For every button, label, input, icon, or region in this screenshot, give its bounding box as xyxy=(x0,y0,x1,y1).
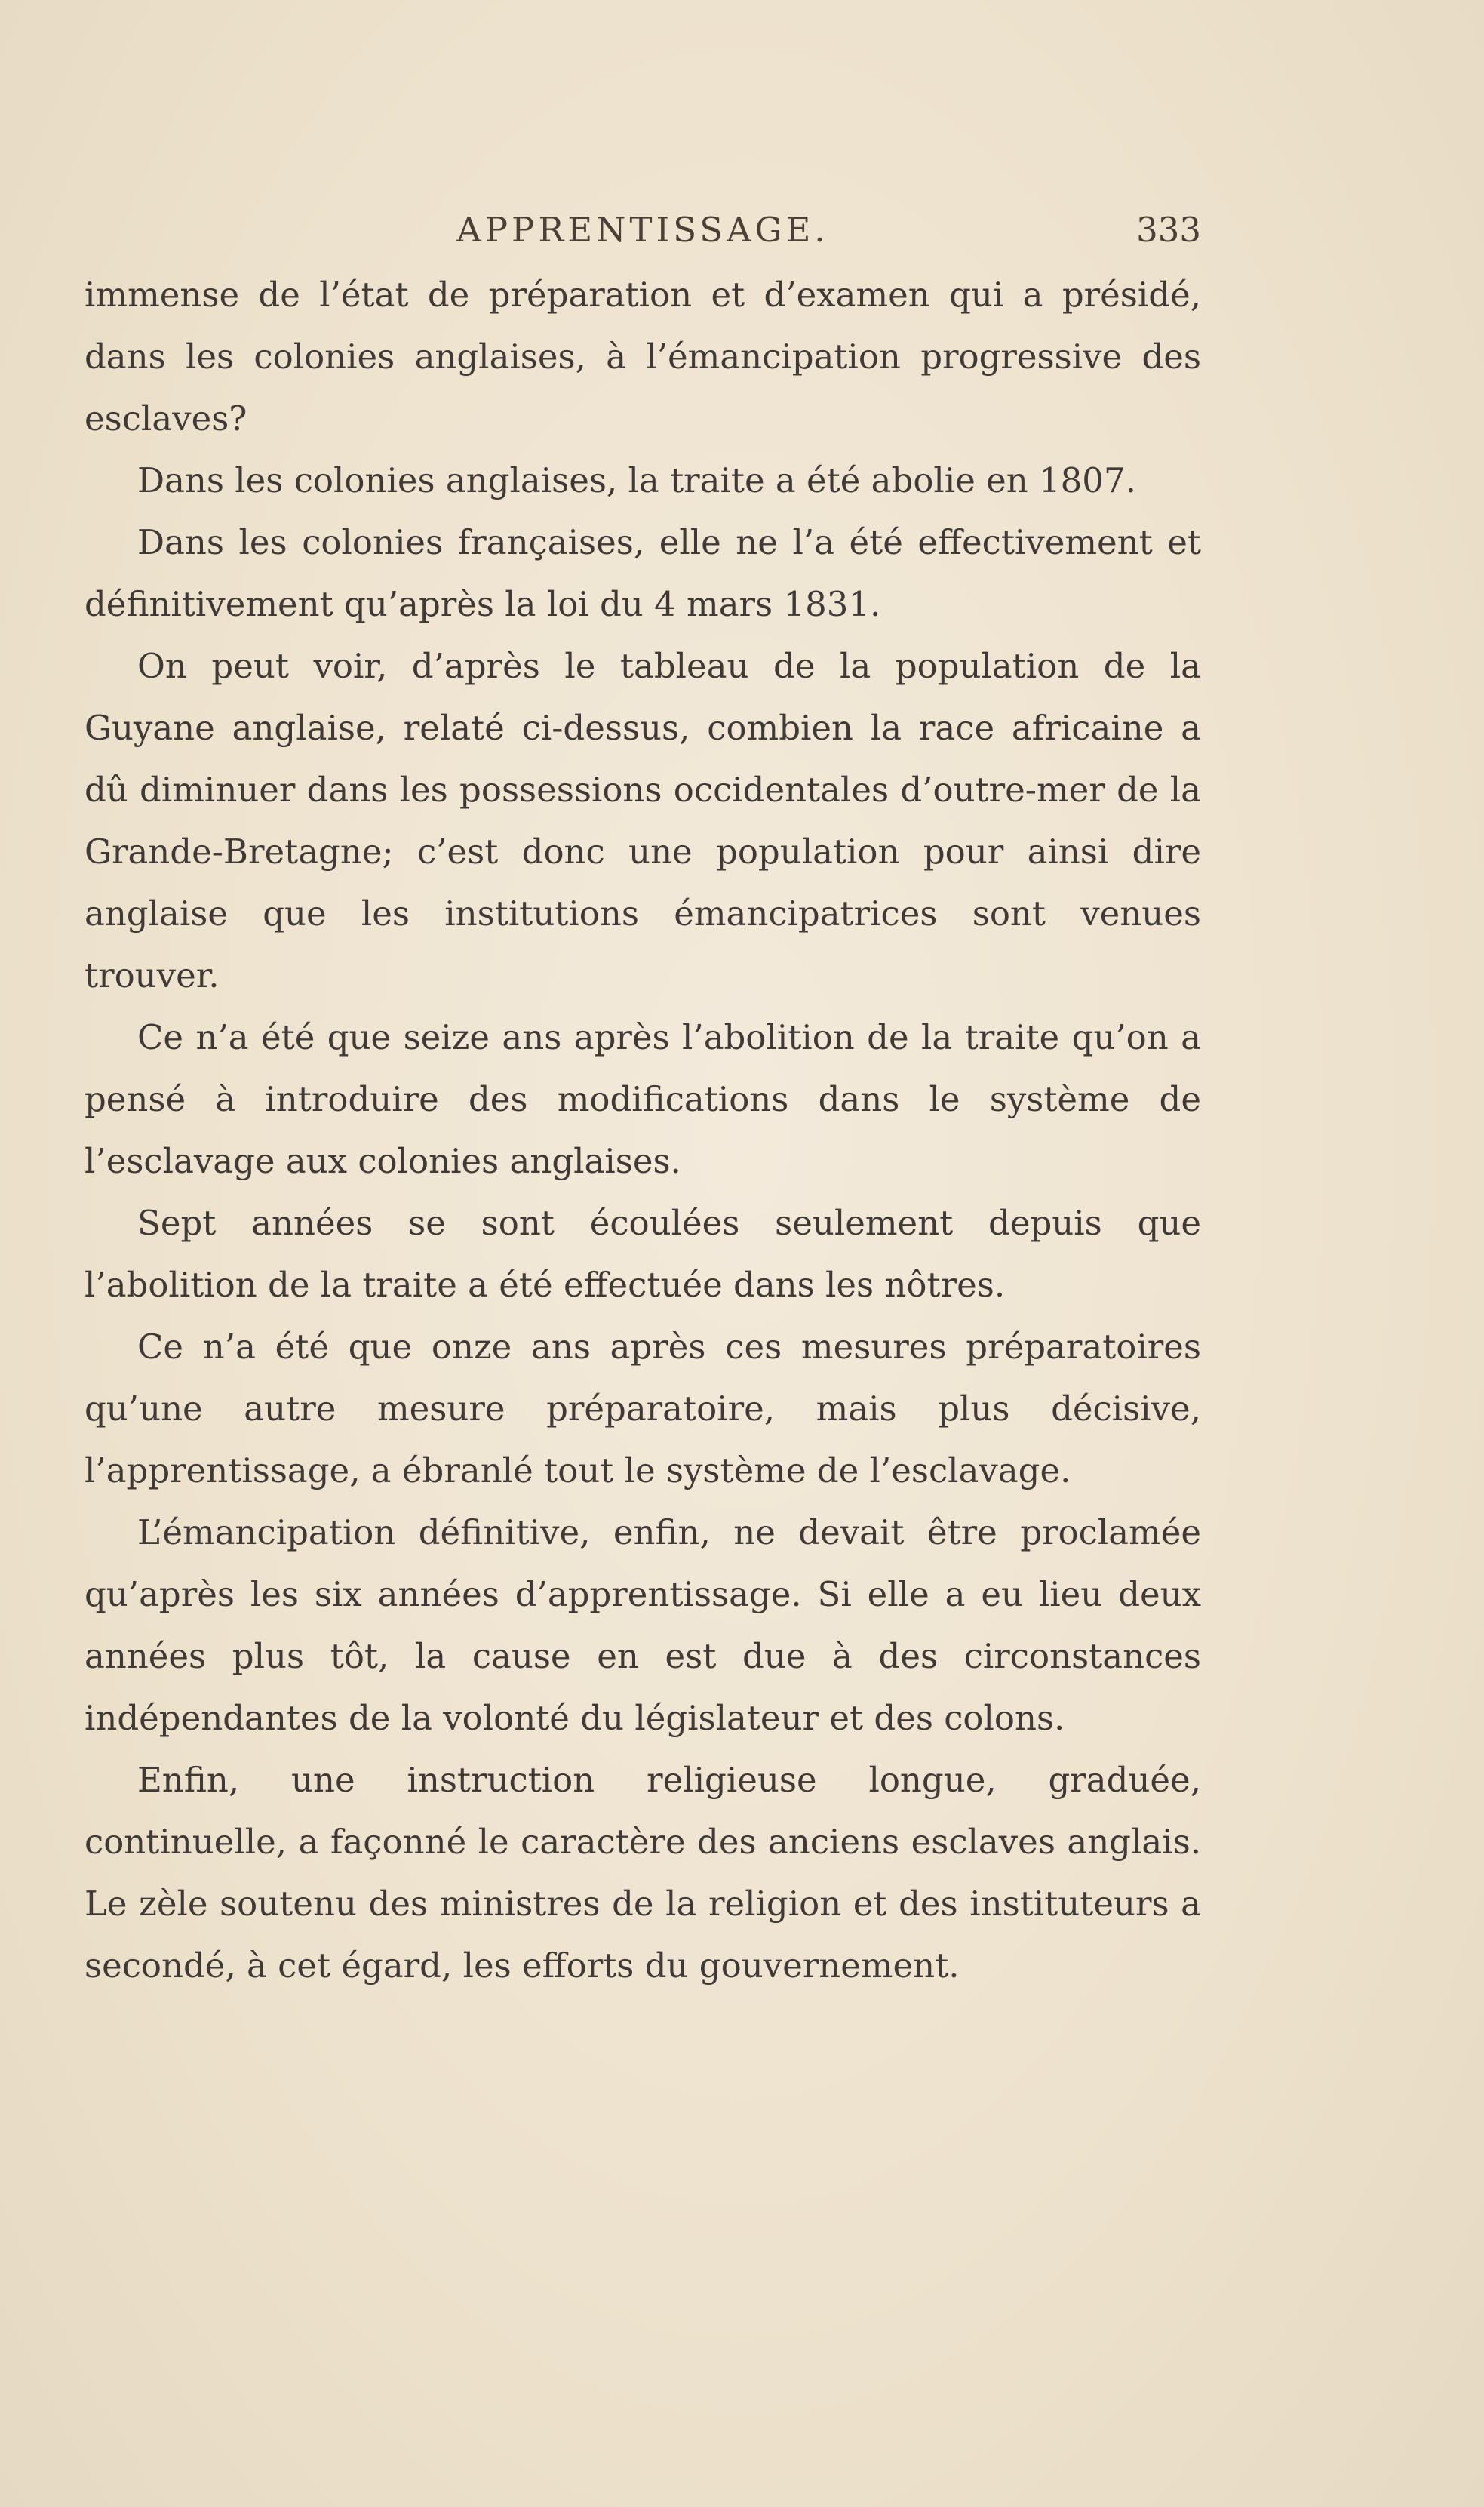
paragraph: Ce n’a été que onze ans après ces mesures préparatoires qu’une autre mesure préparatoire, mais plus décisive, l’apprentissage, a ébranlé tout le système de l’esclavage. xyxy=(84,1327,1201,1490)
paragraph: Dans les colonies françaises, elle ne l’a été effectivement et définitivement qu’après la loi du 4 mars 1831. xyxy=(84,522,1201,624)
paragraph: Enfin, une instruction religieuse longue, graduée, continuelle, a façonné le caractère des anciens esclaves anglais. Le zèle soutenu des ministres de la religion et des instituteurs a secondé, à cet égard, les efforts du gouvernement. xyxy=(84,1760,1201,1986)
running-head: APPRENTISSAGE. xyxy=(456,210,829,250)
paragraph-continuation: immense de l’état de préparation et d’examen qui a présidé, dans les colonies anglaises, à l’émancipation progressive des esclaves? xyxy=(84,275,1201,438)
paragraph: Ce n’a été que seize ans après l’abolition de la traite qu’on a pensé à introduire des modifications dans le système de l’esclavage aux colonies anglaises. xyxy=(84,1017,1201,1181)
paragraph: L’émancipation définitive, enfin, ne devait être proclamée qu’après les six années d’apprentissage. Si elle a eu lieu deux années plus tôt, la cause en est due à des circonstances indépendantes de la volonté du législateur et des colons. xyxy=(84,1512,1201,1738)
body-text xyxy=(84,264,1201,1997)
page-header xyxy=(84,204,1201,257)
paragraph: On peut voir, d’après le tableau de la population de la Guyane anglaise, relaté ci-dessus, combien la race africaine a dû diminuer dans les possessions occidentales d’outre-mer de la Grande-Bretagne; c’est donc une population pour ainsi dire anglaise que les institutions émancipatrices sont venues trouver. xyxy=(84,646,1201,995)
page-number: 333 xyxy=(1136,210,1201,250)
paragraph: Sept années se sont écoulées seulement depuis que l’abolition de la traite a été effectuée dans les nôtres. xyxy=(84,1203,1201,1305)
paragraph: Dans les colonies anglaises, la traite a été abolie en 1807. xyxy=(137,460,1136,500)
